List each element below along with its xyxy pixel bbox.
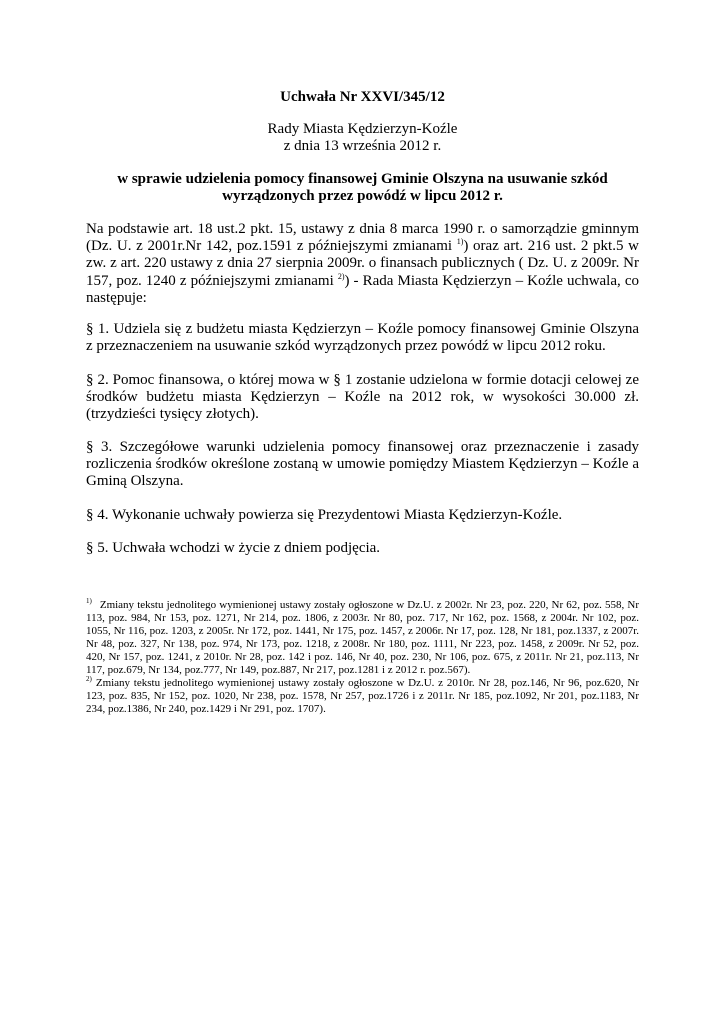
council-name: Rady Miasta Kędzierzyn-Koźle — [267, 121, 458, 137]
section-4: § 4. Wykonanie uchwały powierza się Prezydentowi Miasta Kędzierzyn-Koźle. — [86, 507, 563, 523]
section-3: § 3. Szczegółowe warunki udzielenia pomocy finansowej oraz przeznaczenie i zasady rozliczenia środków określone zostaną w umowie pomiędzy Miastem Kędzierzyn – Koźle a Gminą Olszyna. — [86, 439, 639, 490]
footnote-2 — [86, 677, 639, 716]
section-2: § 2. Pomoc finansowa, o której mowa w § 1 zostanie udzielona w formie dotacji celowej ze środków budżetu miasta Kędzierzyn – Koźle na 2012 rok, w wysokości 30.000 zł.(trzydzieści tysięcy złotych). — [86, 372, 639, 423]
resolution-subject — [86, 171, 639, 205]
footnote-ref-2: 2) — [337, 271, 345, 281]
footnotes — [86, 599, 639, 716]
footnote-1 — [86, 599, 639, 677]
resolution-date: z dnia 13 września 2012 r. — [283, 138, 442, 154]
section-1: § 1. Udziela się z budżetu miasta Kędzierzyn – Koźle pomocy finansowej Gminie Olszyna z przeznaczeniem na usuwanie szkód wyrządzonych przez powódź w lipcu 2012 roku. — [86, 321, 639, 355]
footnote-1-mark: 1) — [86, 597, 92, 606]
subject-line-1: w sprawie udzielenia pomocy finansowej Gminie Olszyna na usuwanie szkód — [117, 171, 608, 187]
section-5: § 5. Uchwała wchodzi w życie z dniem podjęcia. — [86, 540, 381, 556]
legal-basis-paragraph — [86, 221, 639, 307]
footnote-2-mark: 2) — [86, 675, 92, 684]
preamble-text-3: ) - Rada Miasta Kędzierzyn – Koźle uchwala, co następuje: — [86, 272, 639, 306]
footnote-2-text: Zmiany tekstu jednolitego wymienionej ustawy zostały ogłoszone w Dz.U. z 2010r. Nr 28, poz.146, Nr 96, poz.620, Nr 123, poz. 835, Nr 152, poz. 1020, Nr 238, poz. 1578, Nr 257, poz.1726 i z 2011r. Nr 185, poz.1092, Nr 201, poz.1183, Nr 234, poz.1386, Nr 240, poz.1429 i Nr 291, poz. 1707). — [86, 677, 639, 715]
footnote-1-text: Zmiany tekstu jednolitego wymienionej ustawy zostały ogłoszone w Dz.U. z 2002r. Nr 23, poz. 220, Nr 62, poz. 558, Nr 113, poz. 984, Nr 153, poz. 1271, Nr 214, poz. 1806, z 2003r. Nr 80, poz. 717, Nr 162, poz. 1568, z 2004r. Nr 102, poz. 1055, Nr 116, poz. 1203, z 2005r. Nr 172, poz. 1441, Nr 175, poz. 1457, z 2006r. Nr 17, poz. 128, Nr 181, poz.1337, z 2007r. Nr 48, poz. 327, Nr 138, poz. 974, Nr 173, poz. 1218, z 2008r. Nr 180, poz. 1111, Nr 223, poz. 1458, z 2009r. Nr 52, poz. 420, Nr 157, poz. 1241, z 2010r. Nr 28, poz. 142 i poz. 146, Nr 40, poz. 230, Nr 106, poz. 675, z 2011r. Nr 21, poz.113, Nr 117, poz.679, Nr 134, poz.777, Nr 149, poz.887, Nr 217, poz.1281 i z 2012 r. poz.567). — [86, 599, 639, 676]
footnote-ref-1: 1) — [456, 237, 464, 247]
council-header — [86, 121, 639, 155]
subject-line-2: wyrządzonych przez powódź w lipcu 2012 r. — [222, 188, 503, 204]
preamble-text-2: ) oraz art. 216 ust. 2 pkt.5 w zw. z art. 220 ustawy z dnia 27 sierpnia 2009r. o finansach publicznych ( Dz. U. z 2009r. Nr 157, poz. 1240 z późniejszymi zmianami — [86, 238, 639, 289]
resolution-title: Uchwała Nr XXVI/345/12 — [280, 89, 445, 105]
preamble-text-1: Na podstawie art. 18 ust.2 pkt. 15, ustawy z dnia 8 marca 1990 r. o samorządzie gminnym (Dz. U. z 2001r.Nr 142, poz.1591 z późniejszymi zmianami — [86, 221, 639, 255]
